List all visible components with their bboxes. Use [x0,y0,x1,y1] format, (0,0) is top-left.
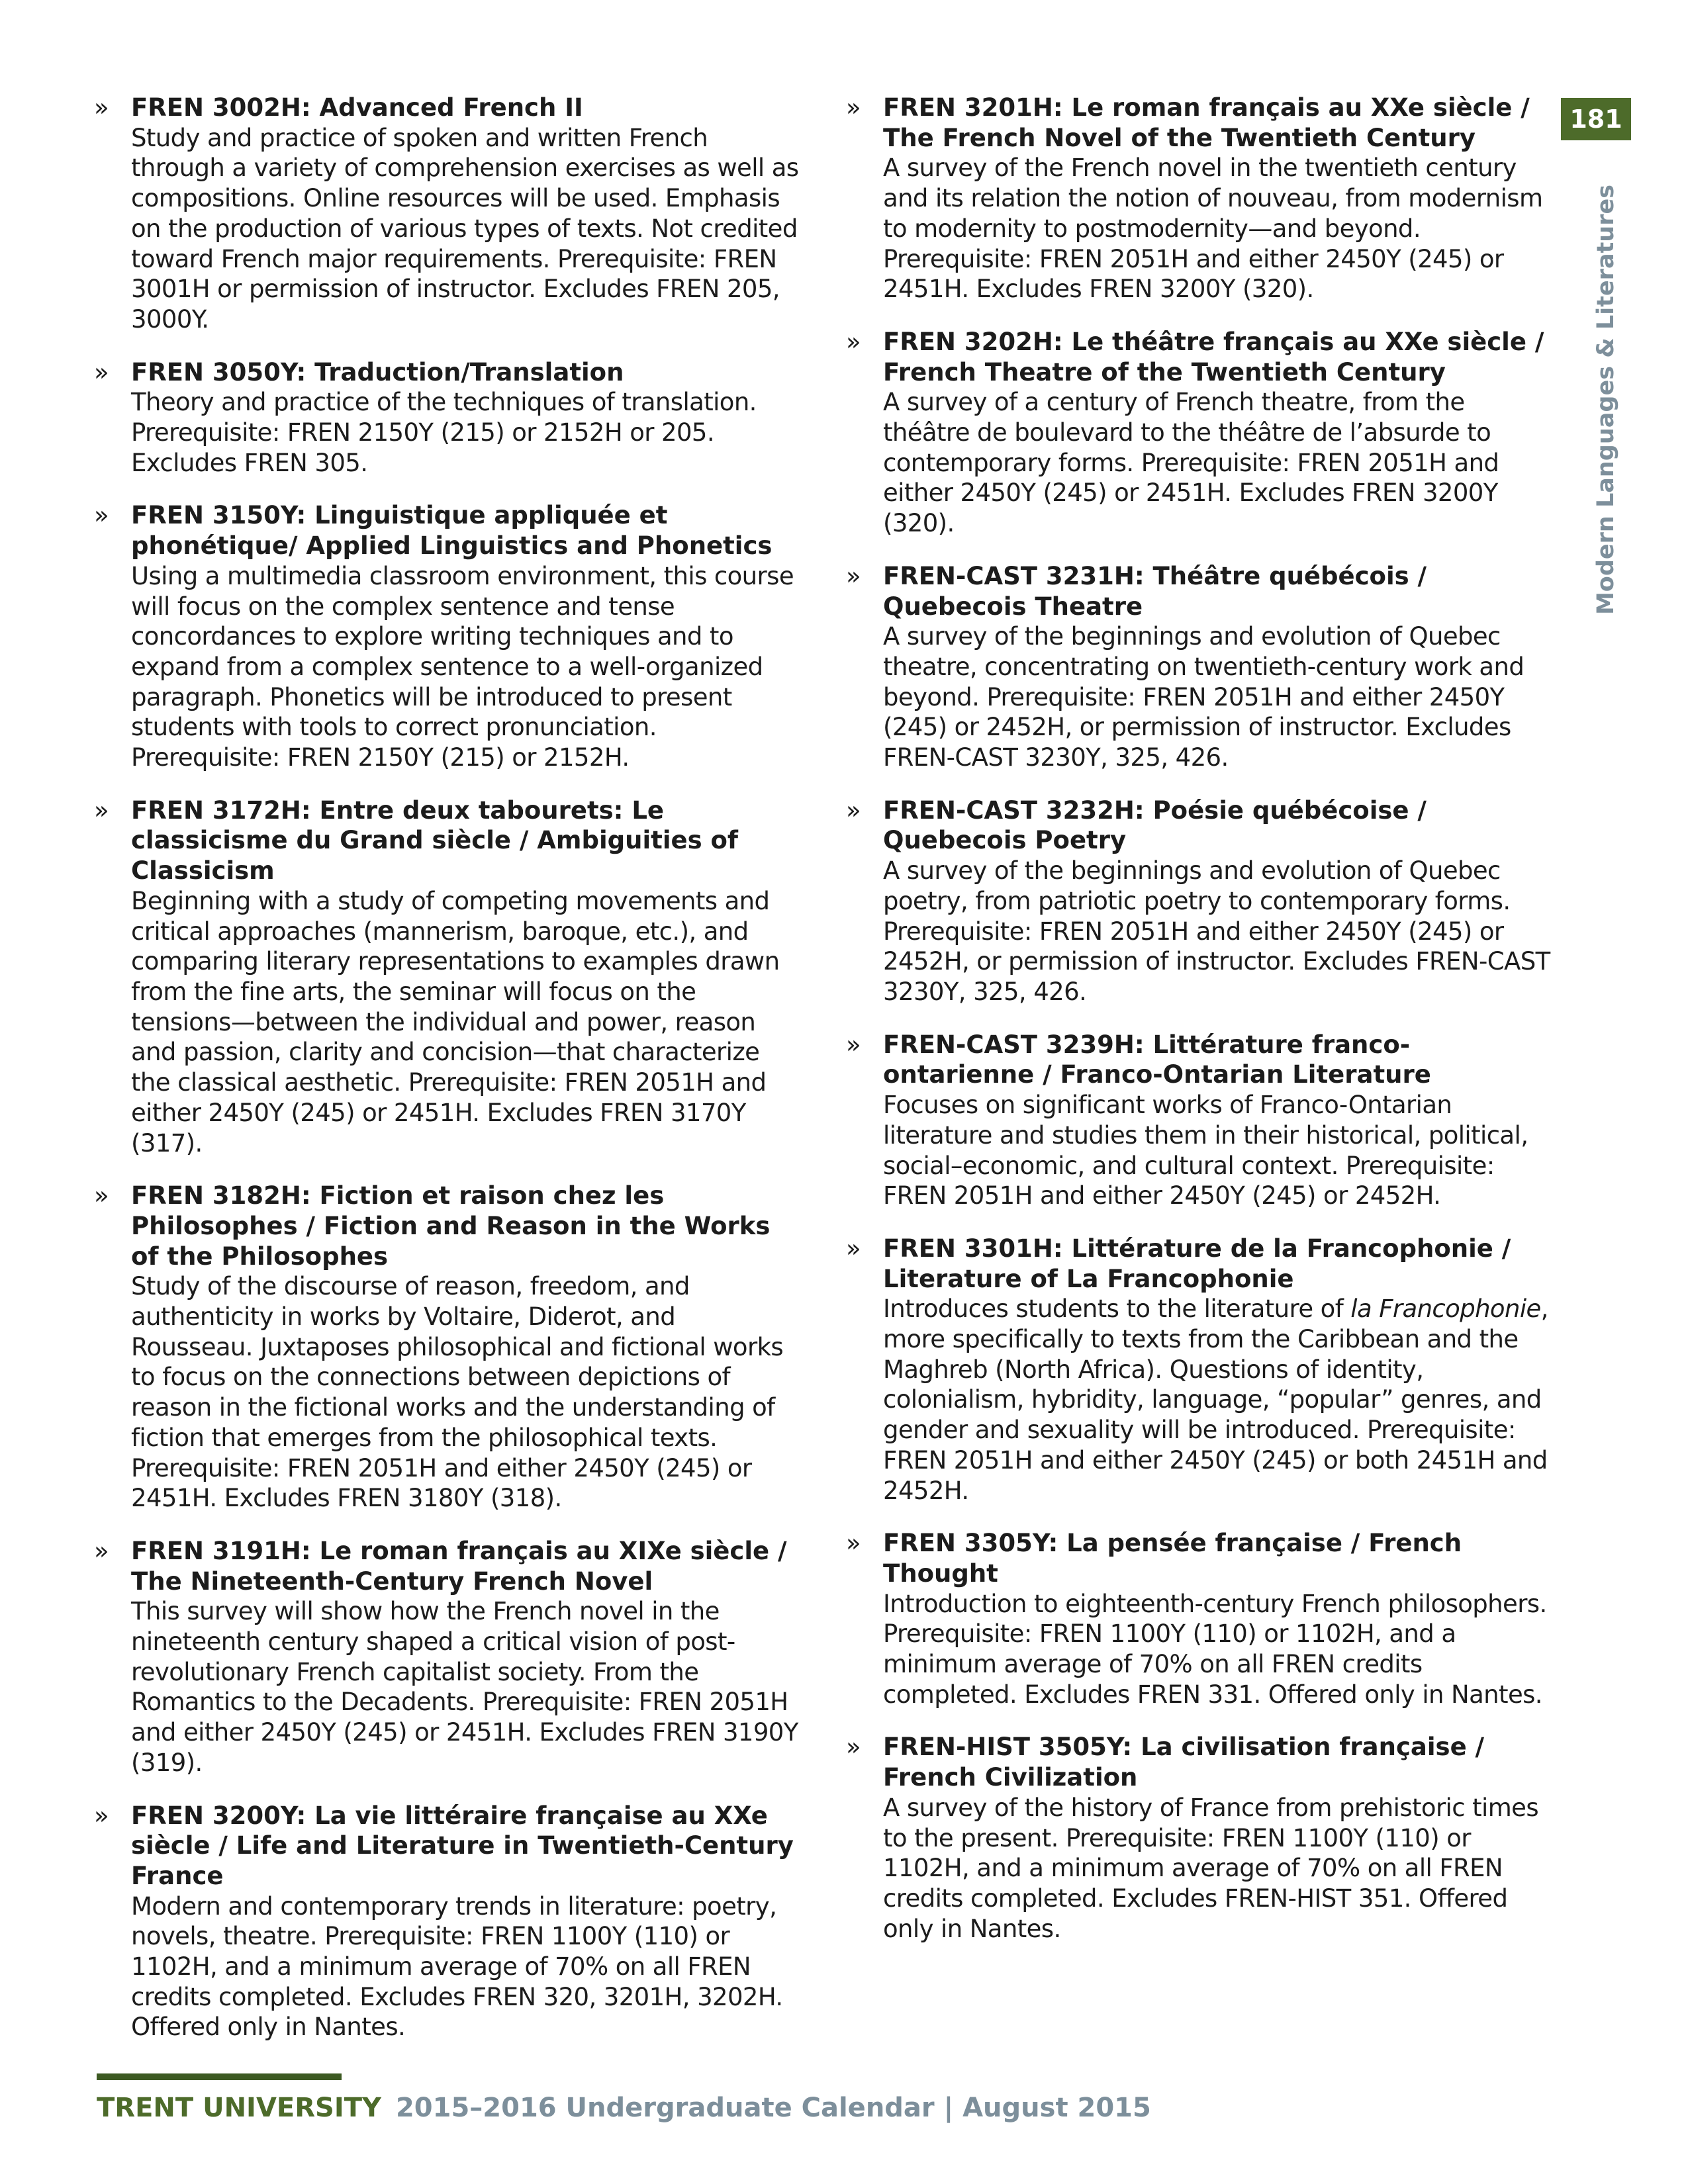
course-entry-fren-3191h [93,1536,801,1778]
course-description: Modern and contemporary trends in literature: poetry, novels, theatre. Prerequisite: FREN 1100Y (110) or 1102H, and a minimum average of 70% on all FREN credits completed. Excludes FREN 320, 3201H, 3202H. Offered only in Nantes. [131,1891,783,2042]
page-footer [97,2093,1151,2123]
course-description: Study of the discourse of reason, freedom, and authenticity in works by Voltaire, Diderot, and Rousseau. Juxtaposes philosophical and fictional works to focus on the connections between depictions of reason in the fictional works and the understanding of fiction that emerges from the philosophical texts. Prerequisite: FREN 2051H and either 2450Y (245) or 2451H. Excludes FREN 3180Y (318). [131,1272,784,1513]
course-title: FREN-CAST 3239H: Littérature franco-ontarienne / Franco-Ontarian Literature [883,1030,1431,1089]
description-text: , more specifically to texts from the Caribbean and the Maghreb (North Africa). Questions of identity, colonialism, hybridity, language, “popular” genres, and gender and sexuality will be introduced. Prerequisite: FREN 2051H and either 2450Y (245) or both 2451H and 2452H. [883,1295,1548,1505]
course-title: FREN 3002H: Advanced French II [131,93,583,122]
course-title: FREN-CAST 3231H: Théâtre québécois / Quebecois Theatre [883,561,1427,621]
course-title: FREN 3200Y: La vie littéraire française au XXe siècle / Life and Literature in Twentieth-Century France [131,1801,794,1890]
bullet-marker: » [94,93,109,122]
course-description: Introduction to eighteenth-century French philosophers. Prerequisite: FREN 1100Y (110) or 1102H, and a minimum average of 70% on all FREN credits completed. Excludes FREN 331. Offered only in Nantes. [883,1589,1547,1709]
course-description: A survey of the beginnings and evolution of Quebec theatre, concentrating on twentieth-century work and beyond. Prerequisite: FREN 2051H and either 2450Y (245) or 2452H, or permission of instructor. Excludes FREN-CAST 3230Y, 325, 426. [883,622,1524,772]
course-title: FREN 3305Y: La pensée française / French Thought [883,1529,1462,1588]
course-title: FREN 3301H: Littérature de la Francophonie / Literature of La Francophonie [883,1234,1511,1293]
right-column [845,93,1557,1966]
course-entry-fren-3050y [93,357,801,478]
course-title: FREN-CAST 3232H: Poésie québécoise / Quebecois Poetry [883,796,1427,855]
bullet-marker: » [846,561,861,590]
course-description: Theory and practice of the techniques of translation. Prerequisite: FREN 2150Y (215) or 2152H or 205. Excludes FREN 305. [131,388,757,477]
course-entry-fren-3201h [845,93,1557,304]
course-description: A survey of the beginnings and evolution of Quebec poetry, from patriotic poetry to contemporary forms. Prerequisite: FREN 2051H and either 2450Y (245) or 2452H, or permission of instructor. Excludes FREN-CAST 3230Y, 325, 426. [883,856,1550,1006]
bullet-marker: » [94,501,109,530]
course-title: FREN-HIST 3505Y: La civilisation française / French Civilization [883,1733,1485,1792]
course-entry-fren-3002h [93,93,801,335]
course-title: FREN 3050Y: Traduction/Translation [131,357,624,387]
course-entry-fren-3172h [93,796,801,1158]
bullet-marker: » [94,1801,109,1830]
course-entry-fren-cast-3231h [845,561,1557,773]
bullet-marker: » [846,796,861,825]
bullet-marker: » [94,357,109,387]
course-title: FREN 3191H: Le roman français au XIXe siècle / The Nineteenth-Century French Novel [131,1536,787,1596]
course-title: FREN 3202H: Le théâtre français au XXe siècle / French Theatre of the Twentieth Century [883,327,1544,387]
bullet-marker: » [94,1536,109,1565]
course-description: A survey of a century of French theatre, from the théâtre de boulevard to the théâtre de l’absurde to contemporary forms. Prerequisite: FREN 2051H and either 2450Y (245) or 2451H. Excludes FREN 3200Y (320). [883,388,1499,538]
footer-rule [97,2073,342,2080]
course-entry-fren-3305y [845,1528,1557,1709]
course-entry-fren-3182h [93,1181,801,1514]
page-number-badge: 181 [1561,98,1631,140]
course-description: Using a multimedia classroom environment, this course will focus on the complex sentence and tense concordances to explore writing techniques and to expand from a complex sentence to a well-organized paragraph. Phonetics will be introduced to present students with tools to correct pronunciation. Prerequisite: FREN 2150Y (215) or 2152H. [131,561,794,772]
course-title: FREN 3150Y: Linguistique appliquée et phonétique/ Applied Linguistics and Phonetics [131,501,773,561]
left-column [93,93,801,2065]
footer-university: TRENT UNIVERSITY [97,2093,381,2123]
course-description: This survey will show how the French novel in the nineteenth century shaped a critical vision of post-revolutionary French capitalist society. From the Romantics to the Decadents. Prerequisite: FREN 2051H and either 2450Y (245) or 2451H. Excludes FREN 3190Y (319). [131,1597,798,1777]
course-description: Beginning with a study of competing movements and critical approaches (mannerism, baroque, etc.), and comparing literary representations to examples drawn from the fine arts, the seminar will focus on the tensions—between the individual and power, reason and passion, clarity and concision—that characterize the classical aesthetic. Prerequisite: FREN 2051H and either 2450Y (245) or 2451H. Excludes FREN 3170Y (317). [131,886,780,1158]
course-title: FREN 3201H: Le roman français au XXe siècle / The French Novel of the Twentieth Century [883,93,1530,152]
bullet-marker: » [846,327,861,356]
bullet-marker: » [846,1234,861,1263]
section-side-label: Modern Languages & Literatures [1593,184,1619,615]
bullet-marker: » [94,1181,109,1210]
course-title: FREN 3172H: Entre deux tabourets: Le classicisme du Grand siècle / Ambiguities of Classicism [131,796,739,886]
course-description [883,1294,1557,1506]
course-entry-fren-hist-3505y [845,1732,1557,1944]
description-italic-text: la Francophonie [1350,1295,1541,1324]
course-description: Focuses on significant works of Franco-Ontarian literature and studies them in their historical, political, social–economic, and cultural context. Prerequisite: FREN 2051H and either 2450Y (245) or 2452H. [883,1091,1528,1210]
bullet-marker: » [846,1030,861,1059]
footer-calendar: 2015–2016 Undergraduate Calendar | August 2015 [395,2093,1151,2123]
course-description: A survey of the history of France from prehistoric times to the present. Prerequisite: FREN 1100Y (110) or 1102H, and a minimum average of 70% on all FREN credits completed. Excludes FREN-HIST 351. Offered only in Nantes. [883,1793,1539,1943]
course-entry-fren-3200y [93,1801,801,2043]
course-entry-fren-cast-3232h [845,796,1557,1007]
description-text: Introduces students to the literature of [883,1295,1351,1324]
course-entry-fren-3202h [845,327,1557,539]
course-entry-fren-cast-3239h [845,1030,1557,1211]
course-title: FREN 3182H: Fiction et raison chez les Philosophes / Fiction and Reason in the Works of the Philosophes [131,1181,771,1271]
bullet-marker: » [94,796,109,825]
course-description: Study and practice of spoken and written French through a variety of comprehension exercises as well as compositions. Online resources will be used. Emphasis on the production of various types of texts. Not credited toward French major requirements. Prerequisite: FREN 3001H or permission of instructor. Excludes FREN 205, 3000Y. [131,123,799,334]
bullet-marker: » [846,1529,861,1558]
bullet-marker: » [846,1733,861,1762]
course-description: A survey of the French novel in the twentieth century and its relation the notion of nouveau, from modernism to modernity to postmodernity—and beyond. Prerequisite: FREN 2051H and either 2450Y (245) or 2451H. Excludes FREN 3200Y (320). [883,154,1543,304]
course-entry-fren-3301h [845,1234,1557,1506]
bullet-marker: » [846,93,861,122]
course-entry-fren-3150y [93,500,801,772]
